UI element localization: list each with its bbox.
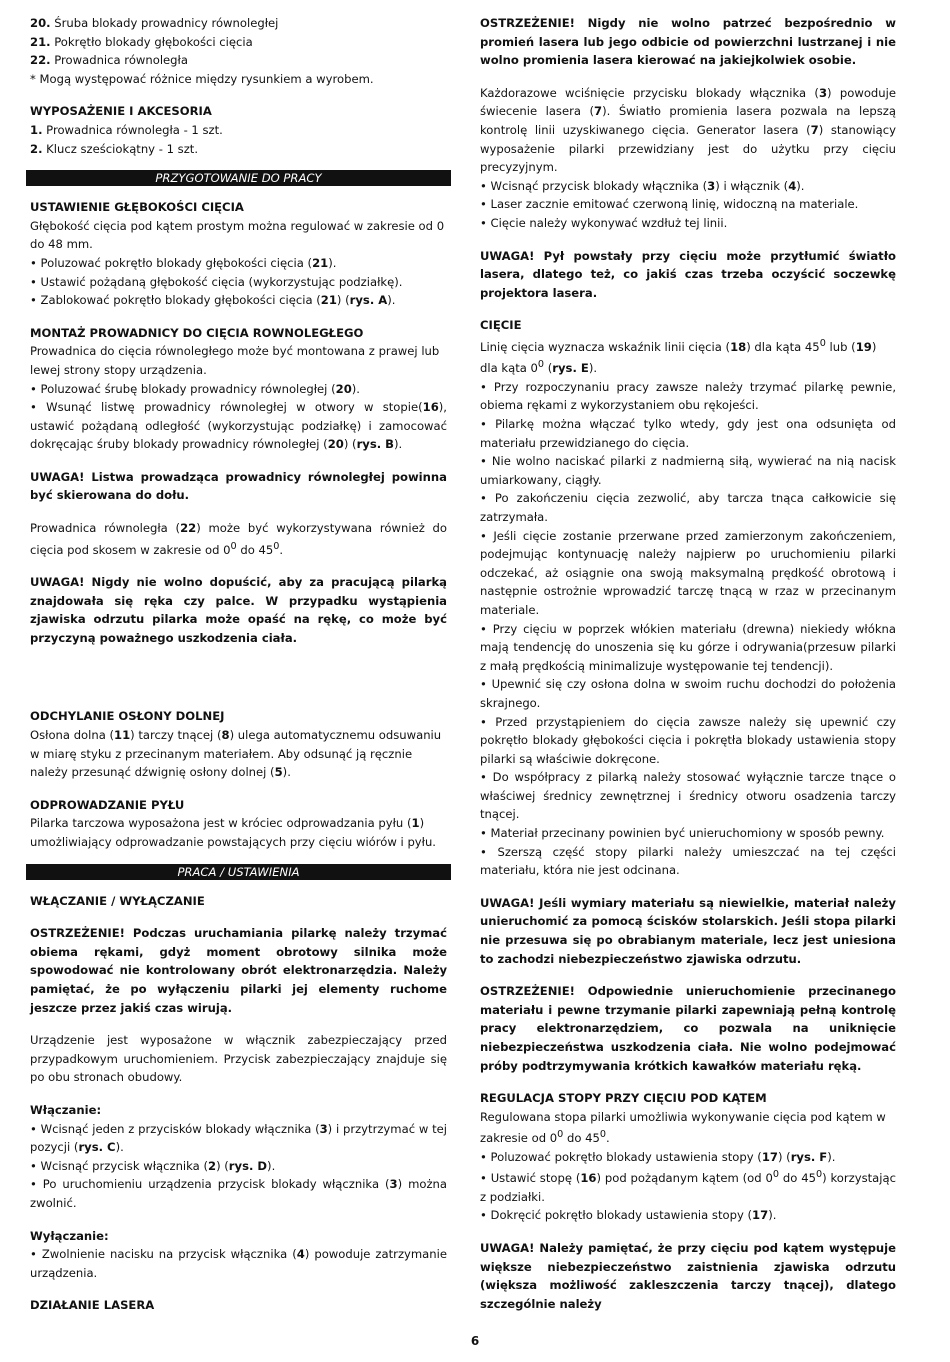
guard-text: Osłona dolna (11) tarczy tnącej (8) ulega automatycznemu odsuwaniu w miarę styku z przecinanym materiałem. Aby odsunąć ją ręcznie należy przesunąć dźwignię osłony dolnej (5). — [30, 728, 442, 780]
off-heading: Wyłączanie: — [30, 1228, 109, 1243]
cutting-bullet: • Szerszą część stopy pilarki należy umieszczać na tej części materiału, która nie jest odcinana. — [480, 844, 896, 878]
section-bar-operation: PRACA / USTAWIENIA — [26, 864, 451, 880]
warning-dust: UWAGA! Pył powstały przy cięciu może przytłumić światło lasera, dlatego też, co jakiś czas trzeba oczyścić soczewkę projektora lasera. — [480, 248, 896, 300]
laser-text: Każdorazowe wciśnięcie przycisku blokady włącznika (3) powoduje świecenie lasera (7). Światło promienia lasera pozwala na lepszą kontrolę linii uzyskiwanego cięcia. Generator lasera (7) stanowiący wyposażenie pilarki przewidziany jest do użytku przy cięciu precyzyjnym. — [480, 85, 896, 175]
part-item: 21. Pokrętło blokady głębokości cięcia — [30, 34, 253, 49]
equipment-item: 2. Klucz sześciokątny - 1 szt. — [30, 141, 199, 156]
laser-bullet: • Laser zacznie emitować czerwoną linię, widoczną na materiale. — [480, 197, 859, 212]
warning-fence: UWAGA! Listwa prowadząca prowadnicy równoległej powinna być skierowana do dołu. — [30, 469, 447, 503]
safety-switch-text: Urządzenie jest wyposażone w włącznik zabezpieczający przed przypadkowym uruchomieniem. Przycisk zabezpieczający znajduje się po obu stronach obudowy. — [30, 1033, 447, 1085]
bevel-fence-text: Prowadnica równoległa (22) może być wykorzystywana również do cięcia pod skosem w zakresie od $0^0$ do $45^0$. — [30, 521, 448, 557]
warning-small-material: UWAGA! Jeśli wymiary materiału są niewielkie, materiał należy unieruchomić za pomocą ścisków stolarskich. Jeśli stopa pilarki nie przesuwa się po obrabianym materiale, lecz jest uniesiona to zachodzi niebezpieczeństwo zjawiska odrzutu. — [480, 895, 896, 966]
on-heading: Włączanie: — [30, 1102, 102, 1117]
warning-start: OSTRZEŻENIE! Podczas uruchamiania pilarkę należy trzymać obiema rękami, gdyż moment obrotowy silnika może spowodować nie kontrolowany obrót elektronarzędzia. Należy pamiętać, że po wyłączeniu pilarki jej elementy ruchome jeszcze przez jakiś czas wirują. — [30, 926, 447, 1015]
part-item: 20. Śruba blokady prowadnicy równoległej — [30, 16, 279, 30]
depth-bullet: • Ustawić pożądaną głębokość cięcia (wykorzystując podziałkę). — [30, 274, 403, 289]
bevel-bullet: • Poluzować pokrętło blokady ustawienia stopy (17) (rys. F). — [480, 1149, 836, 1164]
dust-text: Pilarka tarczowa wyposażona jest w króciec odprowadzania pyłu (1) umożliwiający odprowadzanie powstających przy cięciu wiórów i pyłu. — [30, 816, 436, 850]
cutting-bullet: • Upewnić się czy osłona dolna w swoim ruchu dochodzi do położenia skrajnego. — [480, 677, 896, 710]
depth-heading: USTAWIENIE GŁĘBOKOŚCI CIĘCIA — [30, 200, 244, 215]
warning-hands: UWAGA! Nigdy nie wolno dopuścić, aby za pracującą pilarką znajdowała się ręka czy palce. W przypadku wystąpienia zjawiska odrzutu pilarka może opaść na rękę, co może być przyczyną poważnego uszkodzenia ciała. — [30, 575, 447, 645]
dust-heading: ODPROWADZANIE PYŁU — [30, 797, 185, 812]
cutting-bullet: • Przy rozpoczynaniu pracy zawsze należy trzymać pilarkę pewnie, obiema rękami z wykorzystaniem obu rękojeści. — [480, 379, 896, 413]
cutting-bullet: • Jeśli cięcie zostanie przerwane przed zamierzonym zakończeniem, podejmując kontynuację należy najpierw po uruchomieniu pilarki odczekać, aż osiągnie ona swoją maksymalną prędkość obrotową i następnie ostrożnie wprowadzić tarczę tnącą w rzaz w przecinanym materiale. — [480, 528, 896, 617]
section-bar-preparation: PRZYGOTOWANIE DO PRACY — [26, 170, 451, 186]
cutting-heading: CIĘCIE — [480, 318, 522, 333]
fence-heading: MONTAŻ PROWADNICY DO CIĘCIA ROWNOLEGŁEGO — [30, 325, 364, 340]
cutting-bullet: • Przy cięciu w poprzek włókien materiału (drewna) niekiedy włókna mają tendencję do unoszenia się ku górze i odrywania(przesuw pilarki z małą prędkością minimalizuje występowanie tej tendencji). — [480, 621, 896, 673]
warning-laser: OSTRZEŻENIE! Nigdy nie wolno patrzeć bezpośrednio w promień lasera lub jego odbicie od powierzchni lustrzanej i nie wolno promienia lasera kierować na jakiejkolwiek osobie. — [480, 16, 896, 68]
left-column — [30, 14, 447, 1315]
equipment-item: 1. Prowadnica równoległa - 1 szt. — [30, 122, 223, 137]
cutting-bullet: • Materiał przecinany powinien być unieruchomiony w sposób pewny. — [480, 826, 885, 841]
fence-bullet: • Wsunąć listwę prowadnicy równoległej w otwory w stopie(16), ustawić pożądaną odległość (wykorzystując podziałkę) i zamocować dokręcając śruby blokady prowadnicy równoległej (20) (rys. B). — [30, 400, 447, 452]
page-number: 6 — [470, 1334, 480, 1348]
bevel-bullet: • Ustawić stopę (16) pod pożądanym kątem (od $0^0$ do $45^0$) korzystając z podziałki. — [480, 1169, 896, 1204]
on-bullet: • Po uruchomieniu urządzenia przycisk blokady włącznika (3) można zwolnić. — [30, 1177, 448, 1210]
right-column — [480, 14, 896, 1313]
cutting-bullet: • Przed przystąpieniem do cięcia zawsze należy się upewnić czy pokrętło blokady głębokości cięcia i pokrętła blokady ustawienia stopy pilarki są właściwie dokręcone. — [480, 714, 896, 766]
bevel-heading: REGULACJA STOPY PRZY CIĘCIU POD KĄTEM — [480, 1091, 767, 1106]
cutting-bullet: • Po zakończeniu cięcia zezwolić, aby tarcza tnąca całkowicie się zatrzymała. — [480, 491, 896, 524]
part-item: 22. Prowadnica równoległa — [30, 53, 188, 68]
off-bullet: • Zwolnienie nacisku na przycisk włącznika (4) powoduje zatrzymanie urządzenia. — [30, 1247, 447, 1280]
laser-bullet: • Cięcie należy wykonywać wzdłuż tej linii. — [480, 215, 728, 230]
laser-heading: DZIAŁANIE LASERA — [30, 1298, 155, 1313]
guard-heading: ODCHYLANIE OSŁONY DOLNEJ — [30, 709, 225, 724]
blank-space — [30, 647, 447, 693]
depth-bullet: • Zablokować pokrętło blokady głębokości cięcia (21) (rys. A). — [30, 293, 396, 308]
cutting-bullet: • Pilarkę można włączać tylko wtedy, gdy jest ona odsunięta od materiału przewidzianego do cięcia. — [480, 417, 896, 450]
fence-bullet: • Poluzować śrubę blokady prowadnicy równoległej (20). — [30, 381, 360, 396]
cutting-intro: Linię cięcia wyznacza wskaźnik linii cięcia (18) dla kąta $45^0$ lub (19) dla kąta $0^0$ (rys. E). — [480, 337, 877, 376]
cutting-bullet: • Nie wolno naciskać pilarki z nadmierną siłą, wywierać na nią nacisk umiarkowany, ciągły. — [480, 454, 896, 487]
bevel-bullet: • Dokręcić pokrętło blokady ustawienia stopy (17). — [480, 1208, 777, 1223]
switch-heading: WŁĄCZANIE / WYŁĄCZANIE — [30, 893, 205, 908]
warning-hold: OSTRZEŻENIE! Odpowiednie unieruchomienie przecinanego materiału i pewne trzymanie pilarki zapewniają pełną kontrolę pracy elektronarzędziem, co pozwala na uniknięcie niebezpieczeństwa uszkodzenia ciała. Nie wolno podejmować próby podtrzymywania krótkich kawałków materiału ręką. — [480, 984, 896, 1073]
depth-bullet: • Poluzować pokrętło blokady głębokości cięcia (21). — [30, 255, 337, 270]
fence-intro: Prowadnica do cięcia równoległego może być montowana z prawej lub lewej strony stopy urządzenia. — [30, 344, 440, 377]
cutting-bullet: • Do współpracy z pilarką należy stosować wyłącznie tarcze tnące o właściwej średnicy zewnętrznej i średnicy otworu osadzenia tarczy tnącej. — [480, 770, 896, 822]
warning-bevel: UWAGA! Należy pamiętać, że przy cięciu pod kątem występuje większe niebezpieczeństwo zaistnienia zjawiska odrzutu (większa możliwość zakleszczenia tarczy tnącej), dlatego szczególnie należy — [480, 1241, 896, 1311]
bevel-intro: Regulowana stopa pilarki umożliwia wykonywanie cięcia pod kątem w zakresie od $0^0$ do $45^0$. — [480, 1109, 886, 1146]
depth-intro: Głębokość cięcia pod kątem prostym można regulować w zakresie od 0 do 48 mm. — [30, 218, 445, 252]
equipment-heading: WYPOSAŻENIE I AKCESORIA — [30, 104, 212, 119]
on-bullet: • Wcisnąć jeden z przycisków blokady włącznika (3) i przytrzymać w tej pozycji (rys. C). — [30, 1121, 447, 1155]
on-bullet: • Wcisnąć przycisk włącznika (2) (rys. D). — [30, 1158, 276, 1173]
laser-bullet: • Wcisnąć przycisk blokady włącznika (3) i włącznik (4). — [480, 178, 805, 193]
parts-note: * Mogą występować różnice między rysunkiem a wyrobem. — [30, 71, 374, 86]
